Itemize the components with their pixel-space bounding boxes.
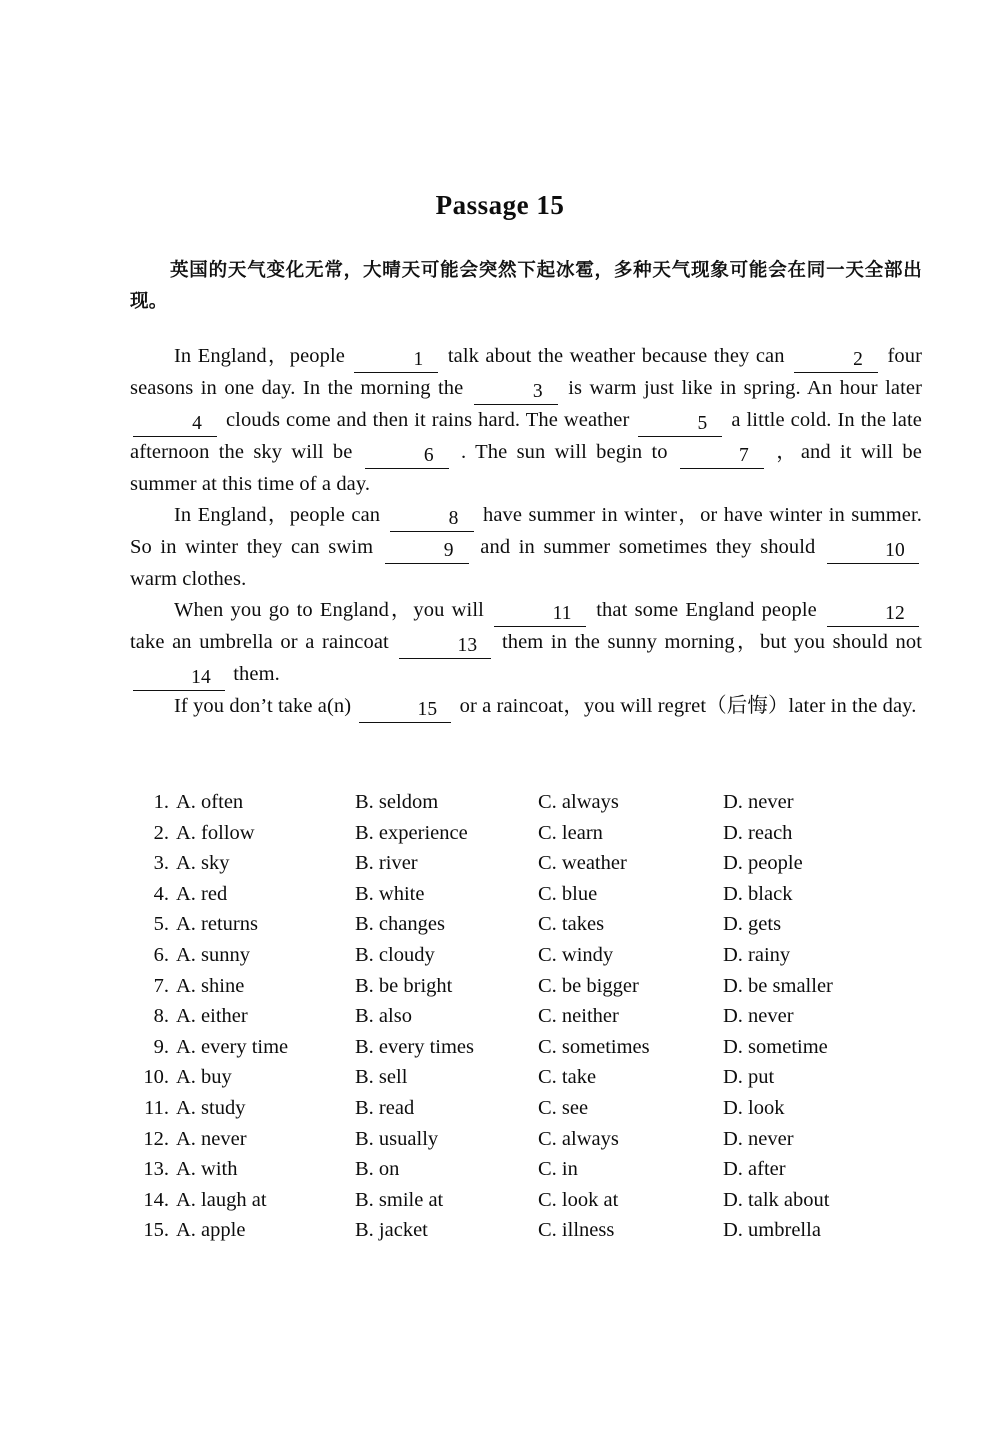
option-b[interactable]: B. on — [355, 1158, 400, 1181]
passage-paragraph — [130, 500, 922, 595]
option-a[interactable]: A. either — [176, 1005, 248, 1028]
option-c[interactable]: C. neither — [538, 1005, 619, 1028]
option-c[interactable]: C. blue — [538, 882, 598, 905]
blank-15[interactable]: 15 — [359, 698, 451, 723]
passage-paragraph — [130, 341, 922, 500]
blank-3[interactable]: 3 — [474, 380, 558, 405]
option-b[interactable]: B. smile at — [355, 1188, 444, 1211]
blank-11[interactable]: 11 — [494, 602, 586, 627]
option-d[interactable]: D. look — [723, 1096, 785, 1119]
option-d[interactable]: D. talk about — [723, 1188, 830, 1211]
question-number: 15. — [143, 1219, 169, 1242]
option-c[interactable]: C. always — [538, 791, 619, 813]
question-row — [131, 1005, 931, 1036]
blank-10[interactable]: 10 — [827, 539, 919, 564]
passage-text: is warm just like in spring. An hour later — [560, 377, 922, 399]
option-d[interactable]: D. put — [723, 1066, 775, 1089]
blank-13[interactable]: 13 — [399, 634, 491, 659]
option-a[interactable]: A. sky — [176, 852, 230, 875]
option-d[interactable]: D. black — [723, 882, 793, 905]
question-options-list — [131, 791, 931, 1250]
option-d[interactable]: D. rainy — [723, 943, 791, 966]
question-number: 9. — [153, 1035, 169, 1058]
passage-text: a little cold. In the late afternoon the sky will be — [130, 409, 922, 463]
passage-text: that some England people — [589, 599, 824, 621]
blank-2[interactable]: 2 — [794, 348, 878, 373]
option-d[interactable]: D. umbrella — [723, 1219, 821, 1242]
question-row — [131, 791, 931, 822]
option-a[interactable]: A. returns — [176, 913, 258, 936]
question-row — [131, 1158, 931, 1189]
option-c[interactable]: C. always — [538, 1127, 619, 1150]
question-number: 2. — [153, 821, 169, 844]
option-d[interactable]: D. people — [723, 852, 803, 875]
option-d[interactable]: D. gets — [723, 913, 782, 936]
option-b[interactable]: B. read — [355, 1096, 415, 1119]
option-d[interactable]: D. be smaller — [723, 974, 833, 997]
option-b[interactable]: B. seldom — [355, 791, 439, 813]
question-number: 14. — [143, 1188, 169, 1211]
blank-8[interactable]: 8 — [390, 507, 474, 532]
question-row — [131, 1097, 931, 1128]
option-a[interactable]: A. study — [176, 1096, 246, 1119]
option-c[interactable]: C. sometimes — [538, 1035, 650, 1058]
option-d[interactable]: D. reach — [723, 821, 793, 844]
passage-text: . The sun will begin to — [451, 441, 677, 463]
passage-text: warm clothes. — [130, 568, 247, 590]
blank-6[interactable]: 6 — [365, 444, 449, 469]
option-b[interactable]: B. white — [355, 882, 425, 905]
blank-12[interactable]: 12 — [827, 602, 919, 627]
question-number: 6. — [153, 943, 169, 966]
question-number: 13. — [143, 1158, 169, 1181]
option-b[interactable]: B. cloudy — [355, 943, 435, 966]
passage-text: and in summer sometimes they should — [471, 536, 824, 558]
question-number: 10. — [143, 1066, 169, 1089]
option-c[interactable]: C. look at — [538, 1188, 619, 1211]
option-c[interactable]: C. takes — [538, 913, 605, 936]
question-row — [131, 975, 931, 1006]
passage-text: take an umbrella or a raincoat — [130, 631, 397, 653]
passage-text: four seasons in one day. In the morning the — [130, 345, 923, 399]
blank-5[interactable]: 5 — [638, 412, 722, 437]
option-a[interactable]: A. laugh at — [176, 1188, 267, 1211]
option-a[interactable]: A. never — [176, 1127, 247, 1150]
option-b[interactable]: B. river — [355, 852, 418, 875]
option-c[interactable]: C. in — [538, 1158, 578, 1181]
blank-14[interactable]: 14 — [133, 666, 225, 691]
question-number: 8. — [153, 1005, 169, 1028]
option-a[interactable]: A. sunny — [176, 943, 251, 966]
question-number: 5. — [153, 913, 169, 936]
passage-text: them. — [228, 663, 280, 685]
question-number: 7. — [153, 974, 169, 997]
passage-paragraph — [130, 691, 922, 723]
option-c[interactable]: C. illness — [538, 1219, 615, 1242]
question-number: 1. — [153, 791, 169, 813]
option-d[interactable]: D. never — [723, 1005, 794, 1028]
passage-text: In England，people — [174, 345, 352, 367]
page-title: Passage 15 — [435, 190, 565, 220]
question-number: 11. — [144, 1096, 169, 1119]
option-c[interactable]: C. be bigger — [538, 974, 639, 997]
option-b[interactable]: B. changes — [355, 913, 445, 936]
option-d[interactable]: D. after — [723, 1158, 786, 1181]
english-passage — [130, 341, 922, 723]
option-b[interactable]: B. be bright — [355, 974, 453, 997]
passage-body — [130, 255, 922, 723]
option-a[interactable]: A. every time — [176, 1035, 289, 1058]
question-row — [131, 1036, 931, 1067]
question-row — [131, 883, 931, 914]
blank-7[interactable]: 7 — [680, 444, 764, 469]
question-number: 4. — [153, 882, 169, 905]
passage-paragraph — [130, 595, 922, 691]
option-a[interactable]: A. follow — [176, 821, 255, 844]
option-a[interactable]: A. often — [176, 791, 244, 813]
question-row — [131, 852, 931, 883]
option-d[interactable]: D. sometime — [723, 1035, 828, 1058]
option-a[interactable]: A. buy — [176, 1066, 232, 1089]
chinese-intro-paragraph: 英国的天气变化无常，大晴天可能会突然下起冰雹，多种天气现象可能会在同一天全部出现。 — [130, 260, 922, 312]
option-b[interactable]: B. sell — [355, 1066, 408, 1089]
passage-text: them in the sunny morning，but you should not — [494, 631, 922, 653]
option-c[interactable]: C. weather — [538, 852, 627, 875]
option-a[interactable]: A. shine — [176, 974, 245, 997]
option-c[interactable]: C. take — [538, 1066, 597, 1089]
question-row — [131, 1066, 931, 1097]
passage-text: or a raincoat，you will regret（后悔）later in the day. — [454, 695, 917, 717]
option-c[interactable]: C. see — [538, 1096, 589, 1119]
option-a[interactable]: A. red — [176, 882, 228, 905]
question-row — [131, 1219, 931, 1250]
option-d[interactable]: D. never — [723, 791, 794, 813]
option-b[interactable]: B. also — [355, 1005, 412, 1028]
passage-text: ，and it will be summer at this time of a day. — [130, 441, 922, 495]
passage-text: talk about the weather because they can — [441, 345, 792, 367]
question-row — [131, 1128, 931, 1159]
question-row — [131, 913, 931, 944]
passage-text: When you go to England，you will — [174, 599, 492, 621]
question-row — [131, 822, 931, 853]
option-b[interactable]: B. usually — [355, 1127, 439, 1150]
passage-text: have summer in winter，or have winter in summer. So in winter they can swim — [130, 504, 922, 558]
passage-text: In England，people can — [174, 504, 387, 526]
option-a[interactable]: A. apple — [176, 1219, 246, 1242]
blank-4[interactable]: 4 — [133, 412, 217, 437]
blank-9[interactable]: 9 — [385, 539, 469, 564]
passage-text: If you don’t take a(n) — [174, 695, 357, 717]
blank-1[interactable]: 1 — [354, 348, 438, 373]
option-b[interactable]: B. jacket — [355, 1219, 428, 1242]
question-row — [131, 1189, 931, 1220]
option-c[interactable]: C. learn — [538, 821, 603, 844]
question-number: 12. — [143, 1127, 169, 1150]
option-a[interactable]: A. with — [176, 1158, 238, 1181]
question-number: 3. — [153, 852, 169, 875]
passage-text: clouds come and then it rains hard. The weather — [220, 409, 636, 431]
question-row — [131, 944, 931, 975]
option-b[interactable]: B. experience — [355, 821, 468, 844]
option-c[interactable]: C. windy — [538, 943, 614, 966]
option-d[interactable]: D. never — [723, 1127, 794, 1150]
option-b[interactable]: B. every times — [355, 1035, 474, 1058]
